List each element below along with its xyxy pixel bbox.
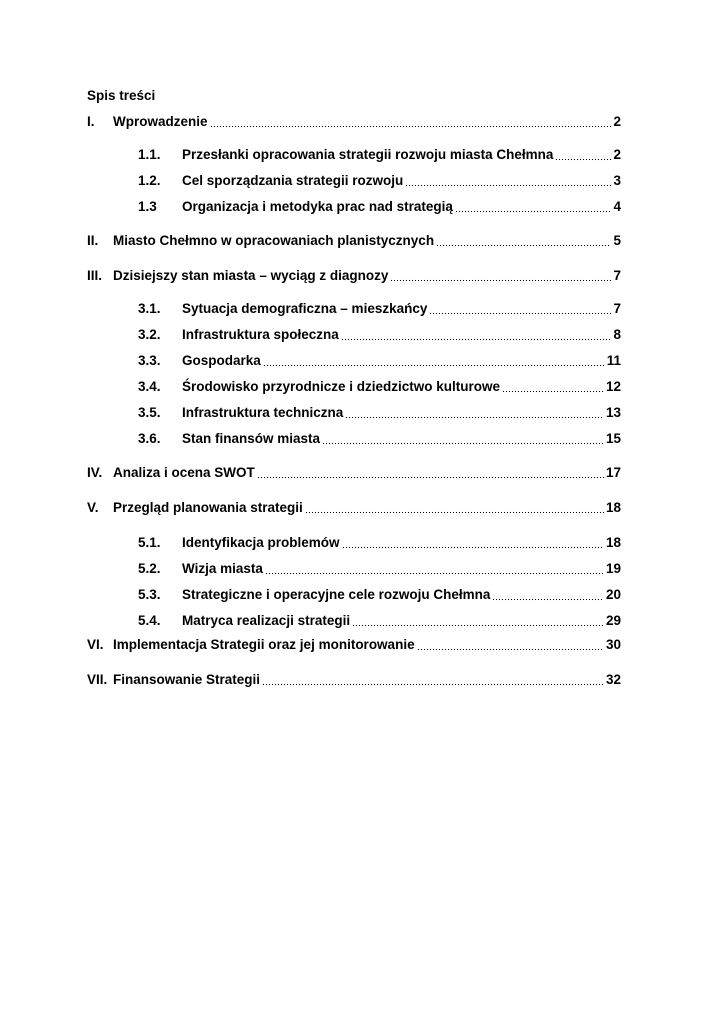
toc-entry-page: 17 — [605, 465, 621, 480]
toc-entry-page: 18 — [605, 500, 621, 515]
toc-entry-label: Finansowanie Strategii — [113, 672, 261, 687]
toc-dot-leader — [492, 597, 604, 601]
toc-entry-number: 5.4. — [138, 613, 161, 628]
toc-dot-leader — [265, 571, 604, 575]
toc-entry-number: 5.3. — [138, 587, 161, 602]
toc-entry-page: 3 — [613, 173, 621, 188]
toc-entry-label: Środowisko przyrodnicze i dziedzictwo kulturowe — [182, 379, 501, 394]
toc-entry-label: Infrastruktura społeczna — [182, 327, 339, 342]
toc-dot-leader — [352, 623, 604, 627]
toc-dot-leader — [342, 545, 604, 549]
toc-entry-label: Miasto Chełmno w opracowaniach planistycznych — [113, 233, 435, 248]
toc-entry-label: Strategiczne i operacyjne cele rozwoju Chełmna — [182, 587, 491, 602]
toc-entry-3[interactable] — [87, 267, 621, 285]
toc-entry-number: 3.4. — [138, 379, 161, 394]
toc-entry-7[interactable] — [87, 671, 621, 689]
toc-entry-3-1[interactable] — [138, 300, 621, 318]
toc-entry-number: 5.1. — [138, 535, 161, 550]
toc-entry-5[interactable] — [87, 499, 621, 517]
toc-entry-number: V. — [87, 500, 99, 515]
toc-heading: Spis treści — [87, 88, 156, 103]
toc-entry-label: Przegląd planowania strategii — [113, 500, 303, 515]
toc-dot-leader — [417, 647, 604, 651]
toc-entry-number: 3.1. — [138, 301, 161, 316]
toc-entry-number: I. — [87, 114, 95, 129]
toc-entry-label: Implementacja Strategii oraz jej monitorowanie — [113, 637, 415, 652]
toc-entry-page: 11 — [606, 353, 621, 368]
toc-entry-number: 5.2. — [138, 561, 161, 576]
toc-entry-5-3[interactable] — [138, 586, 621, 604]
toc-entry-page: 7 — [613, 268, 621, 283]
toc-entry-label: Organizacja i metodyka prac nad strategią — [182, 199, 453, 214]
toc-entry-3-3[interactable] — [138, 352, 621, 370]
toc-entry-3-2[interactable] — [138, 326, 621, 344]
toc-entry-4[interactable] — [87, 464, 621, 482]
toc-dot-leader — [390, 278, 611, 282]
toc-entry-number: IV. — [87, 465, 103, 480]
toc-entry-page: 32 — [605, 672, 621, 687]
toc-entry-number: 3.2. — [138, 327, 161, 342]
toc-entry-number: 3.6. — [138, 431, 161, 446]
toc-entry-1-3[interactable] — [138, 198, 621, 216]
toc-entry-label: Identyfikacja problemów — [182, 535, 340, 550]
toc-entry-6[interactable] — [87, 636, 621, 654]
toc-entry-number: 1.1. — [138, 147, 161, 162]
toc-dot-leader — [341, 337, 612, 341]
toc-entry-5-1[interactable] — [138, 534, 621, 552]
toc-entry-page: 30 — [605, 637, 621, 652]
toc-entry-label: Gospodarka — [182, 353, 261, 368]
toc-dot-leader — [555, 157, 611, 161]
toc-dot-leader — [429, 311, 611, 315]
toc-entry-page: 15 — [605, 431, 621, 446]
toc-entry-label: Wizja miasta — [182, 561, 263, 576]
toc-dot-leader — [305, 510, 604, 514]
toc-entry-page: 2 — [613, 147, 621, 162]
toc-entry-label: Sytuacja demograficzna – mieszkańcy — [182, 301, 428, 316]
toc-entry-page: 19 — [605, 561, 621, 576]
toc-entry-3-5[interactable] — [138, 404, 621, 422]
toc-dot-leader — [455, 209, 612, 213]
toc-entry-page: 7 — [613, 301, 621, 316]
toc-dot-leader — [210, 124, 612, 128]
toc-entry-label: Matryca realizacji strategii — [182, 613, 351, 628]
toc-entry-page: 8 — [613, 327, 621, 342]
toc-entry-number: II. — [87, 233, 99, 248]
toc-entry-5-2[interactable] — [138, 560, 621, 578]
toc-entry-page: 18 — [605, 535, 621, 550]
toc-entry-page: 2 — [613, 114, 621, 129]
toc-entry-number: 3.5. — [138, 405, 161, 420]
toc-entry-number: 1.2. — [138, 173, 161, 188]
toc-entry-page: 13 — [605, 405, 621, 420]
toc-dot-leader — [502, 389, 604, 393]
toc-entry-label: Cel sporządzania strategii rozwoju — [182, 173, 404, 188]
toc-dot-leader — [405, 183, 611, 187]
toc-entry-page: 29 — [605, 613, 621, 628]
toc-entry-page: 4 — [613, 199, 621, 214]
toc-entry-number: 1.3 — [138, 199, 157, 214]
toc-entry-label: Analiza i ocena SWOT — [113, 465, 255, 480]
toc-dot-leader — [263, 363, 605, 367]
toc-entry-page: 12 — [605, 379, 621, 394]
toc-entry-number: III. — [87, 268, 103, 283]
toc-entry-number: VI. — [87, 637, 104, 652]
toc-entry-1-1[interactable] — [138, 146, 621, 164]
toc-entry-label: Infrastruktura techniczna — [182, 405, 344, 420]
toc-entry-3-6[interactable] — [138, 430, 621, 448]
toc-entry-label: Wprowadzenie — [113, 114, 208, 129]
toc-dot-leader — [257, 475, 604, 479]
toc-entry-3-4[interactable] — [138, 378, 621, 396]
toc-entry-2[interactable] — [87, 232, 621, 250]
toc-entry-number: VII. — [87, 672, 108, 687]
toc-dot-leader — [436, 243, 611, 247]
toc-entry-label: Stan finansów miasta — [182, 431, 321, 446]
toc-entry-1-2[interactable] — [138, 172, 621, 190]
toc-entry-label: Dzisiejszy stan miasta – wyciąg z diagnozy — [113, 268, 389, 283]
toc-entry-page: 5 — [613, 233, 621, 248]
toc-entry-page: 20 — [605, 587, 621, 602]
toc-dot-leader — [262, 682, 604, 686]
toc-entry-number: 3.3. — [138, 353, 161, 368]
toc-dot-leader — [322, 441, 604, 445]
toc-entry-1[interactable] — [87, 113, 621, 131]
toc-entry-5-4[interactable] — [138, 612, 621, 630]
toc-entry-label: Przesłanki opracowania strategii rozwoju miasta Chełmna — [182, 147, 554, 162]
toc-dot-leader — [345, 415, 604, 419]
